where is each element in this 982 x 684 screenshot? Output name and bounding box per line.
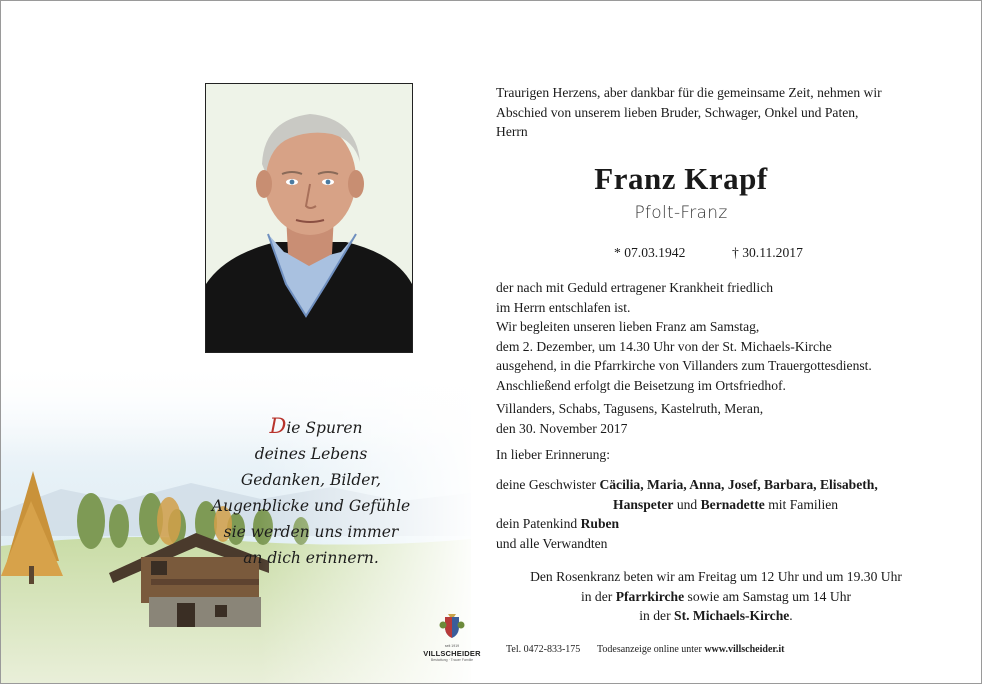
rosary-line-3-pre: in der [639,608,675,623]
families-suffix: mit Familien [764,496,839,512]
deceased-nickname: Pfolt-Franz [634,203,728,223]
sibling-bernadette: Bernadette [700,496,765,512]
rosary-line-1: Den Rosenkranz beten wir am Freitag um 12 Uhr und um 19.30 Uhr [530,569,902,584]
website-link[interactable]: www.villscheider.it [704,644,785,655]
memory-heading: In lieber Erinnerung: [496,447,610,462]
intro-text [496,83,936,142]
body-line-6: Anschließend erfolgt die Beisetzung im Ortsfriedhof. [496,377,786,393]
poem-line-6: an dich erinnern. [243,549,379,567]
relatives-line: und alle Verwandten [496,535,608,551]
st-michaels-church: St. Michaels-Kirche [674,608,790,623]
online-prefix: Todesanzeige online unter [597,644,705,655]
body-line-3: Wir begleiten unseren lieben Franz am Samstag, [496,319,760,334]
logo-brand: VILLSCHEIDER [423,649,481,658]
body-line-1: der nach mit Geduld ertragener Krankheit friedlich [496,280,774,295]
villscheider-logo [421,613,483,662]
rosary-line-3-post: . [789,608,793,623]
poem-line-1: ie Spuren [286,419,363,437]
body-line-2: im Herrn entschlafen ist. [496,299,631,315]
siblings-prefix: deine Geschwister [496,477,600,492]
poem-line-2: deines Lebens [254,445,368,463]
rosary-line-2 [496,587,936,607]
birth-date: * 07.03.1942 [614,245,686,260]
and-word: und [673,496,701,512]
body-line-5: ausgehend, in die Pfarrkirche von Villanders zum Trauergottesdienst. [496,358,872,373]
intro-line-2: Abschied von unserem lieben Bruder, Schwager, Onkel und Paten, [496,104,859,120]
poem-line-4: Augenblicke und Gefühle [211,497,411,515]
family-list [496,475,936,553]
portrait-photo [205,83,413,353]
parish-church: Pfarrkirche [615,588,685,604]
sibling-hanspeter: Hanspeter [613,496,674,512]
siblings-line-2 [496,495,936,515]
place-and-date [496,399,936,438]
rosary-line-2-post: sowie am Samstag um 14 Uhr [684,588,852,604]
death-date: † 30.11.2017 [732,245,803,260]
logo-since: seit 1919 [444,644,460,648]
godchild-name: Ruben [580,516,620,531]
intro-line-1: Traurigen Herzens, aber dankbar für die gemeinsame Zeit, nehmen wir [496,85,882,100]
body-line-4: dem 2. Dezember, um 14.30 Uhr von der St. Michaels-Kirche [496,338,832,354]
portrait-illustration [206,84,412,352]
crest-icon [437,613,467,639]
intro-line-3: Herrn [496,124,528,139]
deceased-name: Franz Krapf [594,161,768,196]
rosary-info [496,567,936,626]
rosary-line-3 [496,606,936,626]
siblings-names: Cäcilia, Maria, Anna, Josef, Barbara, Elisabeth, [599,477,878,492]
contact-phone: Tel. 0472-833-175 [506,644,581,655]
godchild-line [496,514,936,534]
place-line-1: Villanders, Schabs, Tagusens, Kastelruth, Meran, [496,401,764,416]
memorial-poem [201,413,421,571]
poem-line-3: Gedanken, Bilder, [240,471,382,489]
poem-dropcap: D [269,414,287,438]
online-notice [597,644,785,655]
godchild-prefix: dein Patenkind [496,516,581,531]
poem-line-5: sie werden uns immer [223,523,399,541]
rosary-line-2-pre: in der [580,588,616,604]
logo-tagline: Bestattung · Trauer Familie [430,658,474,662]
place-line-2: den 30. November 2017 [496,420,628,436]
siblings-line [496,475,936,495]
announcement-text [496,278,936,395]
